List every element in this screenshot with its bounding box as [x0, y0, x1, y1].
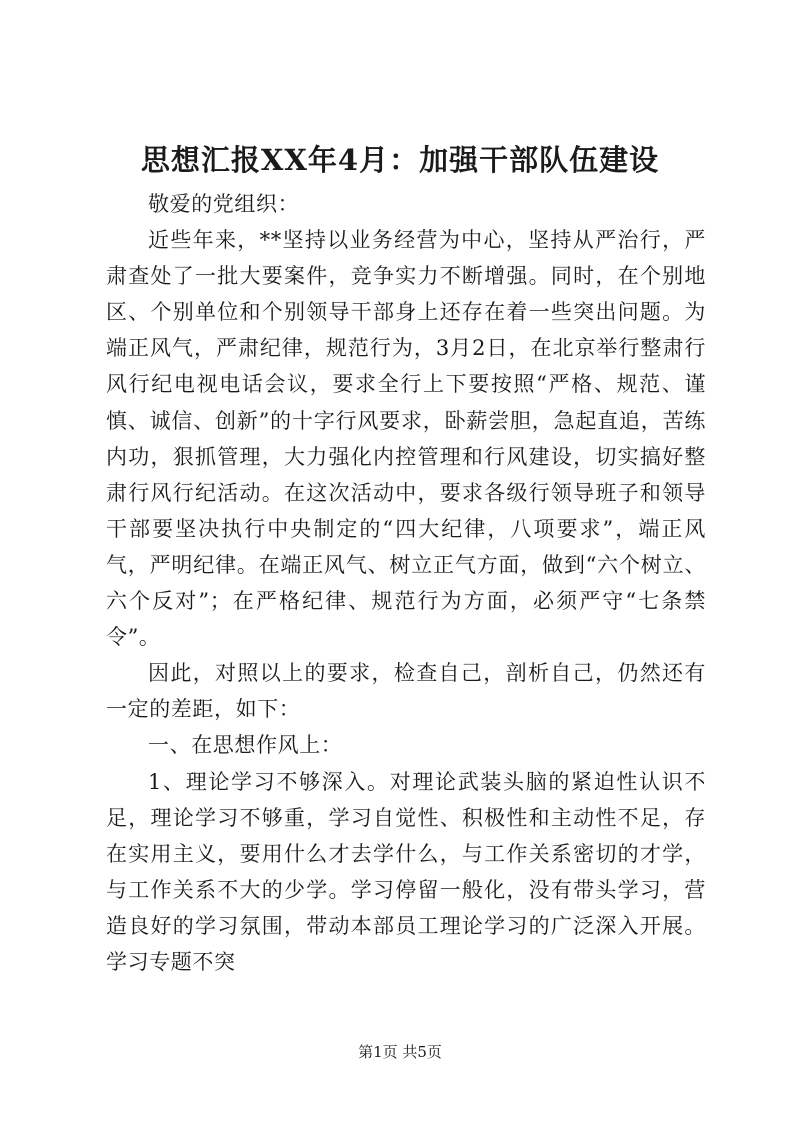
- body-paragraph-point-1: 1、理论学习不够深入。对理论武装头脑的紧迫性认识不足，理论学习不够重，学习自觉性、积极性和主动性不足，存在实用主义，要用什么才去学什么，与工作关系密切的才学，与工作关系不大的少学。学习停留一般化，没有带头学习，营造良好的学习氛围，带动本部员工理论学习的广泛深入开展。学习专题不突: [106, 769, 706, 974]
- document-title: 思想汇报XX年4月：加强干部队伍建设: [140, 143, 660, 177]
- section-heading: 一、在思想作风上：: [148, 733, 343, 758]
- document-body: [106, 186, 706, 980]
- body-paragraph-summary: 因此，对照以上的要求，检查自己，剖析自己，仍然还有一定的差距，如下：: [106, 661, 706, 722]
- page-footer: 第1页 共5页: [358, 1043, 442, 1061]
- body-paragraph-intro: 近些年来，**坚持以业务经营为中心，坚持从严治行，严肃查处了一批大要案件，竞争实力不断增强。同时，在个别地区、个别单位和个别领导干部身上还存在着一些突出问题。为端正风气，严肃纪律，规范行为，3月2日，在北京举行整肃行风行纪电视电话会议，要求全行上下要按照“严格、规范、谨慎、诚信、创新”的十字行风要求，卧薪尝胆，急起直追，苦练内功，狠抓管理，大力强化内控管理和行风建设，切实搞好整肃行风行纪活动。在这次活动中，要求各级行领导班子和领导干部要坚决执行中央制定的“四大纪律，八项要求”，端正风气，严明纪律。在端正风气、树立正气方面，做到“六个树立、六个反对”；在严格纪律、规范行为方面，必须严守“七条禁令”。: [106, 228, 706, 650]
- salutation-paragraph: 敬爱的党组织：: [148, 192, 300, 216]
